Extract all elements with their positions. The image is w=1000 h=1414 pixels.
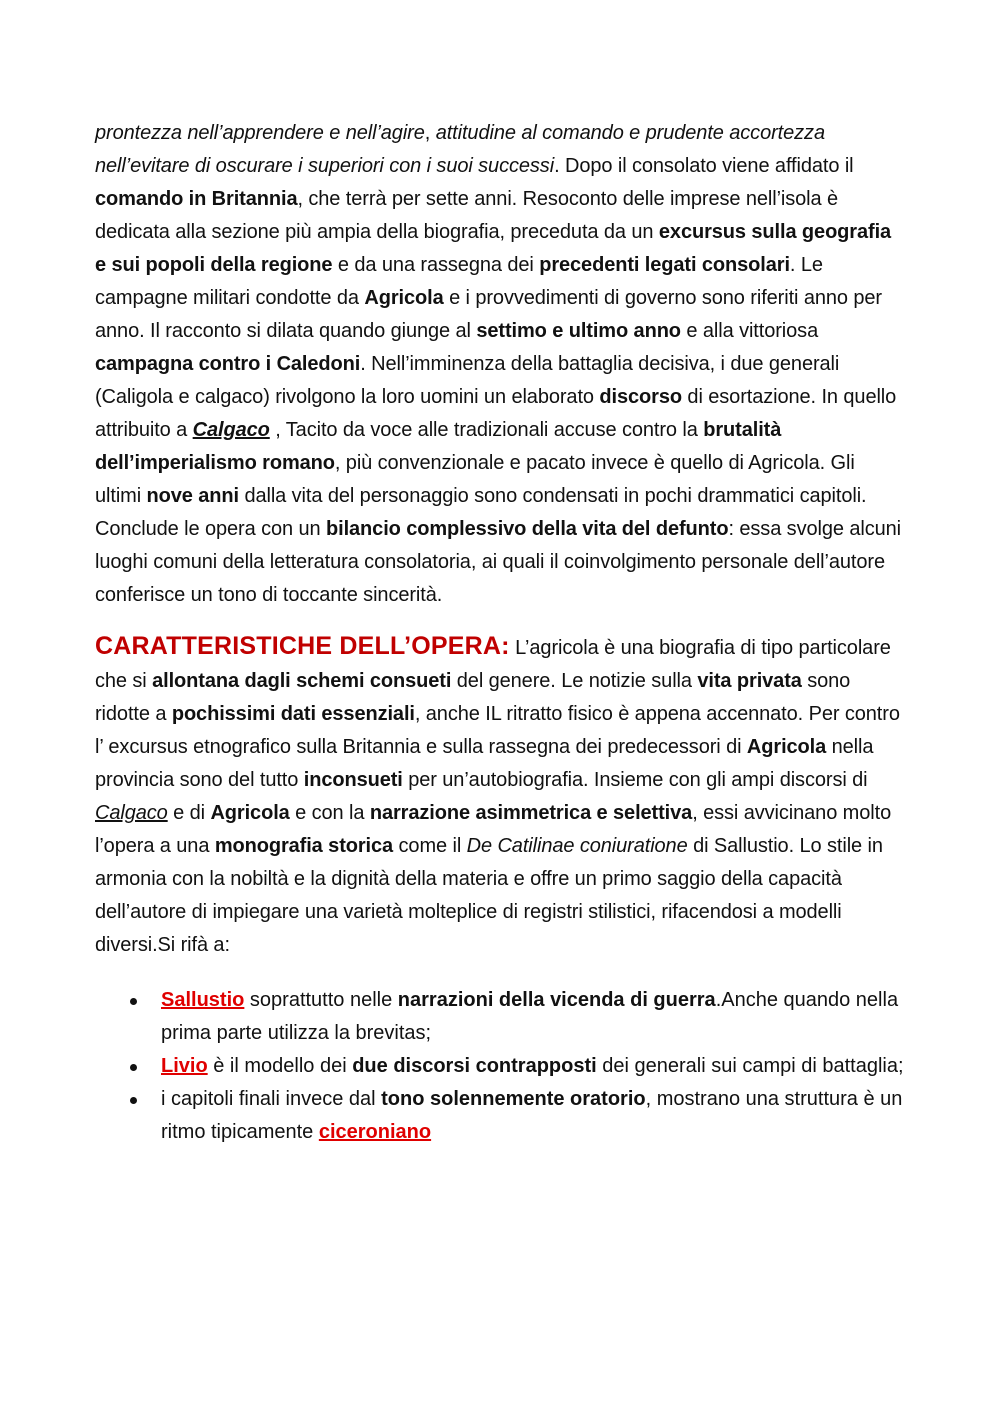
- italic-text: Calgaco: [95, 802, 168, 824]
- reference-link[interactable]: Livio: [161, 1055, 208, 1077]
- text-run: soprattutto nelle: [244, 989, 398, 1011]
- list-item-text: [161, 1055, 904, 1077]
- text-run: e con la: [289, 802, 370, 824]
- bold-text: bilancio complessivo della vita del defunto: [326, 518, 729, 540]
- bold-text: comando in Britannia: [95, 188, 298, 210]
- bold-text: nove anni: [146, 485, 239, 507]
- text-run: nella provincia sono del tutto: [95, 736, 874, 791]
- text-run: come il: [393, 835, 467, 857]
- list-item-sallustio: [95, 984, 905, 1050]
- bold-text: Agricola: [746, 736, 827, 758]
- text-run: sono ridotte a: [95, 670, 851, 725]
- text-run: , mostrano una struttura è un ritmo tipicamente: [161, 1088, 903, 1143]
- bold-text: monografia storica: [214, 835, 394, 857]
- section-heading: CARATTERISTICHE DELL’OPERA:: [95, 632, 510, 660]
- bold-text: campagna contro i Caledoni: [95, 353, 361, 375]
- text-run: L’agricola è una biografia di tipo particolare che si: [95, 637, 891, 692]
- reference-link[interactable]: Sallustio: [161, 989, 245, 1011]
- bold-text: narrazione asimmetrica e selettiva: [369, 802, 693, 824]
- list-item-text: [161, 989, 898, 1044]
- bullet-icon: [130, 1097, 137, 1104]
- text-run: di Sallustio. Lo stile in armonia con la nobiltà e la dignità della materia e offre un primo saggio della capacità dell’autore di impiegare una varietà molteplice di registri stilistici, rifacendosi a modelli diversi.Si rifà a:: [95, 835, 883, 956]
- text-run: : essa svolge alcuni luoghi comuni della letteratura consolatoria, ai quali il coinvolgimento personale dell’autore conferisce un tono di toccante sincerità.: [95, 518, 902, 606]
- text-run: dalla vita del personaggio sono condensati in pochi drammatici capitoli. Conclude le opera con un: [95, 485, 867, 540]
- paragraph-characteristics-body: [95, 637, 900, 956]
- bold-text: excursus sulla geografia e sui popoli della regione: [95, 221, 892, 276]
- bold-text: inconsueti: [303, 769, 403, 791]
- bold-text: precedenti legati consolari: [539, 254, 790, 276]
- bold-text: due discorsi contrapposti: [352, 1055, 597, 1077]
- bold-text: vita privata: [697, 670, 802, 692]
- list-item-livio: [95, 1050, 905, 1083]
- text-run: , più convenzionale e pacato invece è quello di Agricola. Gli ultimi: [95, 452, 855, 507]
- bold-text: Calgaco: [192, 419, 270, 441]
- text-run: e i provvedimenti di governo sono riferiti anno per anno. Il racconto si dilata quando giunge al: [95, 287, 882, 342]
- bullet-icon: [130, 1064, 137, 1071]
- text-run: è il modello dei: [207, 1055, 353, 1077]
- paragraph-characteristics: [95, 630, 905, 962]
- bold-text: Agricola: [210, 802, 290, 824]
- text-run: , Tacito da voce alle tradizionali accuse contro la: [269, 419, 704, 441]
- text-run: del genere. Le notizie sulla: [451, 670, 698, 692]
- text-run: per un’autobiografia. Insieme con gli ampi discorsi di: [402, 769, 868, 791]
- bold-text: settimo e ultimo anno: [476, 320, 681, 342]
- list-item-ciceroniano: [95, 1083, 905, 1149]
- text-run: i capitoli finali invece dal: [161, 1088, 382, 1110]
- bold-text: brutalità dell’imperialismo romano: [95, 419, 782, 474]
- text-run: dei generali sui campi di battaglia;: [596, 1055, 904, 1077]
- text-run: e da una rassegna dei: [332, 254, 540, 276]
- bold-text: discorso: [599, 386, 682, 408]
- bold-text: tono solennemente oratorio: [381, 1088, 646, 1110]
- models-list: [95, 984, 905, 1149]
- text-run: , che terrà per sette anni. Resoconto delle imprese nell’isola è dedicata alla sezione più ampia della biografia, preceduta da un: [95, 188, 839, 243]
- text-run: , anche IL ritratto fisico è appena accennato. Per contro l’ excursus etnografico sulla Britannia e sulla rassegna dei predecessori di: [95, 703, 900, 758]
- text-run: di esortazione. In quello attribuito a: [95, 386, 897, 441]
- text-run: . Dopo il consolato viene affidato il: [554, 155, 854, 177]
- text-run: .Anche quando nella prima parte utilizza la brevitas;: [161, 989, 899, 1044]
- text-run: e di: [167, 802, 211, 824]
- bold-text: narrazioni della vicenda di guerra: [397, 989, 716, 1011]
- bold-text: allontana dagli schemi consueti: [152, 670, 452, 692]
- list-item-text: [161, 1088, 902, 1143]
- italic-text: prontezza nell’apprendere e nell’agire: [95, 122, 425, 144]
- text-run: e alla vittoriosa: [680, 320, 819, 342]
- text-run: . Le campagne militari condotte da: [95, 254, 823, 309]
- bullet-icon: [130, 998, 137, 1005]
- text-run: , essi avvicinano molto l’opera a una: [95, 802, 892, 857]
- text-run: . Nell’imminenza della battaglia decisiva, i due generali (Caligola e calgaco) rivolgono la loro uomini un elaborato: [95, 353, 840, 408]
- italic-text: attitudine al comando e prudente accortezza nell’evitare di oscurare i superiori con i suoi successi: [95, 122, 825, 177]
- reference-link[interactable]: ciceroniano: [318, 1121, 432, 1143]
- text-run: ,: [424, 122, 436, 144]
- bold-text: Agricola: [364, 287, 444, 309]
- bold-text: pochissimi dati essenziali: [171, 703, 415, 725]
- italic-text: De Catilinae coniuratione: [466, 835, 688, 857]
- paragraph-agricola-summary: [95, 117, 905, 612]
